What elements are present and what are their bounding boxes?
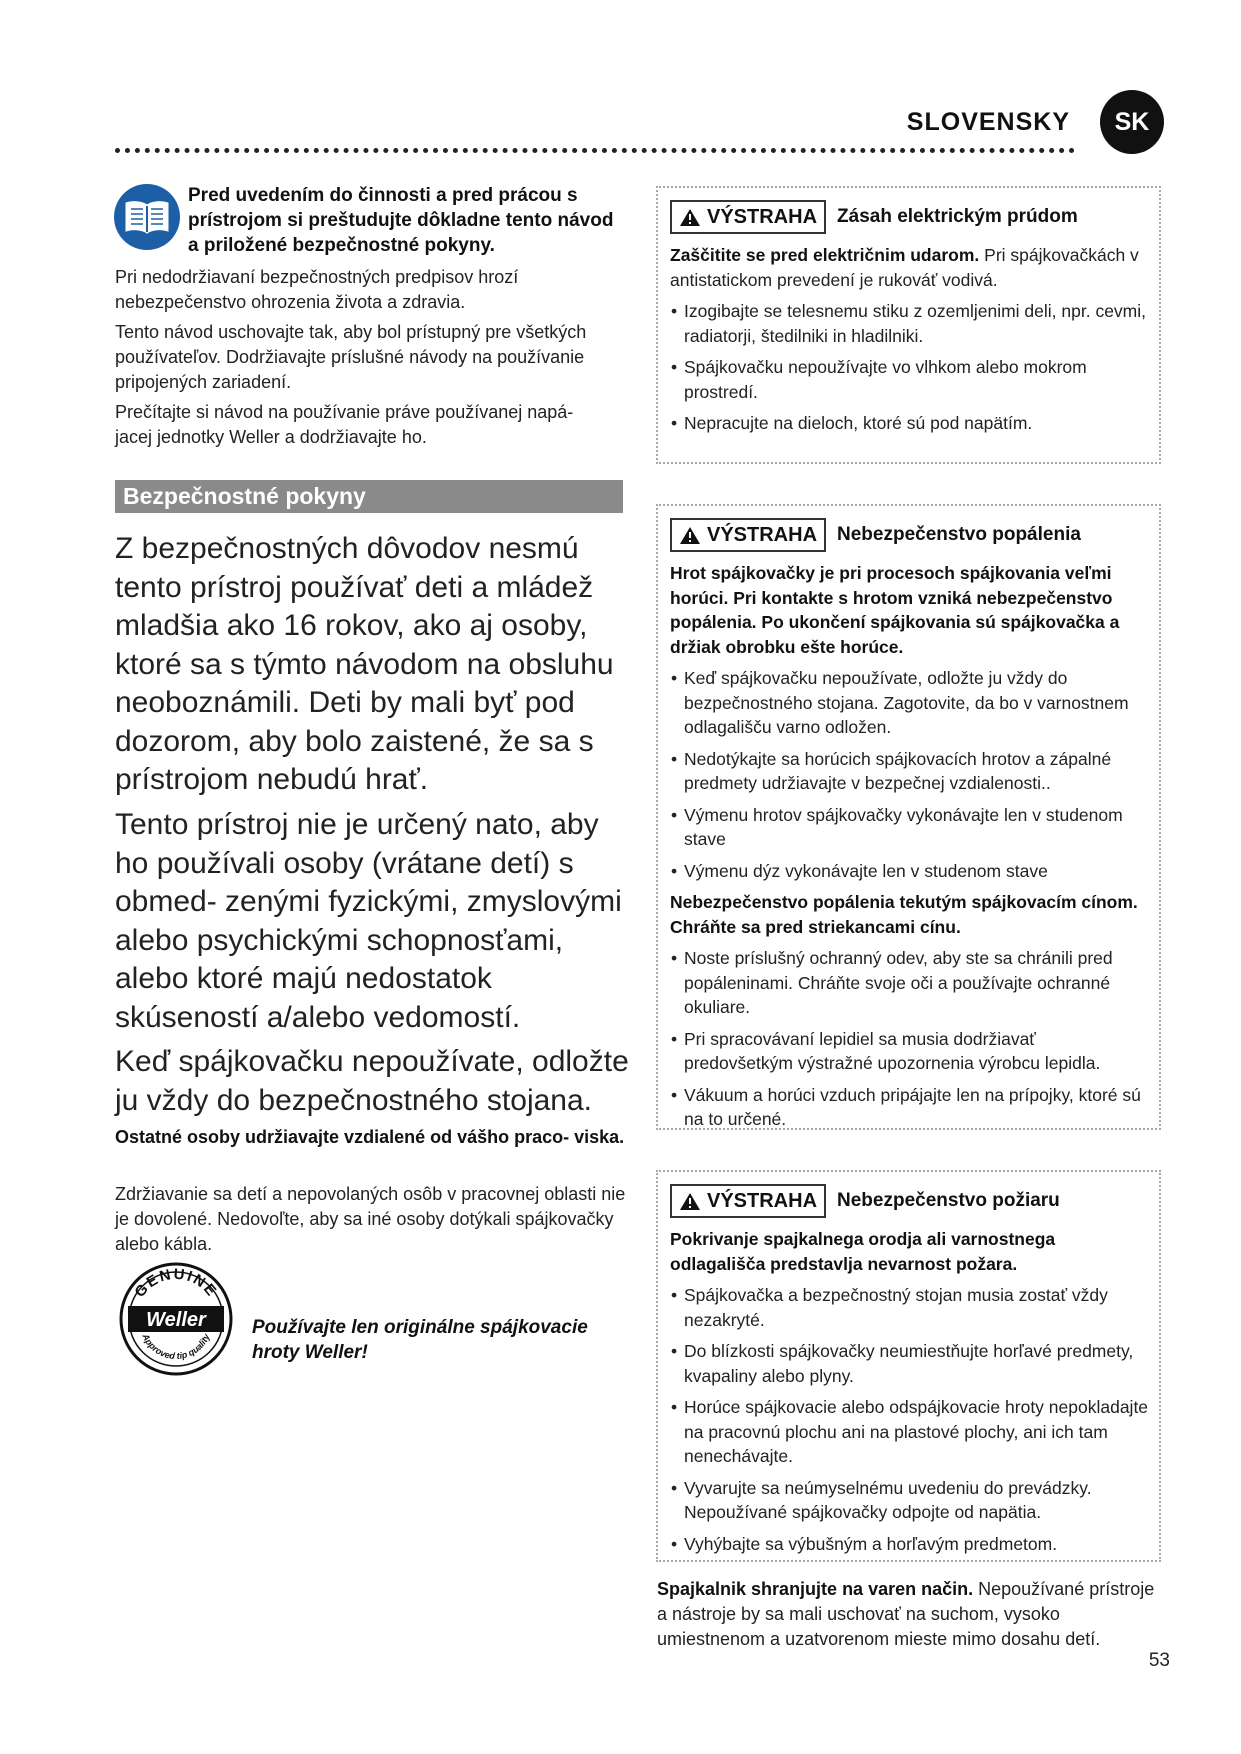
warning-tag (670, 518, 826, 552)
warning-list (670, 1283, 1149, 1556)
warning-triangle-icon (679, 208, 701, 227)
storage-bold: Spajkalnik shranjujte na varen način. (657, 1579, 974, 1599)
list-item: • Vyvarujte sa neúmyselnému uvedeniu do prevádzky. Nepoužívané spájkovačky odpojte od napätia. (670, 1476, 1149, 1525)
list-item: • Pri spracovávaní lepidiel sa musia dodržiavať predovšetkým výstražné upozornenia výrobcu lepidla. (670, 1027, 1149, 1076)
list-item: • Horúce spájkovacie alebo odspájkovacie hroty nepokladajte na pracovnú plochu ani na plastové plochy, ani ich tam nenechávajte. (670, 1395, 1149, 1469)
list-item: • Nepracujte na dieloch, ktoré sú pod napätím. (670, 411, 1149, 436)
warning-lead-bold: Hrot spájkovačky je pri procesoch spájkovania veľmi horúci. Pri kontakte s hrotom vzniká nebezpečenstvo popálenia. Po ukončení spájkovania sú spájkovačka a držiak obrobku ešte horúce. (670, 563, 1120, 657)
list-item: • Spájkovačka a bezpečnostný stojan musia zostať vždy nezakryté. (670, 1283, 1149, 1332)
warning-lead-text: Pri spájkovačkách v antistatickom prevedení je rukováť vodivá. (670, 245, 1139, 290)
safety-big-paragraph-2: Tento prístroj nie je určený nato, aby ho používali osoby (vrátane detí) s obmed- zenými fyzickými, zmyslovými alebo psychickými schopnosťami, alebo ktoré majú nedostatok skúseností a/alebo vedomostí. (115, 808, 622, 1034)
language-label: SLOVENSKY (906, 108, 1070, 136)
open-book-icon (114, 184, 180, 250)
warning-title: Zásah elektrickým prúdom (837, 206, 1078, 227)
list-item: • Noste príslušný ochranný odev, aby ste sa chránili pred popáleninami. Chráňte svoje oči a používajte ochranné okuliare. (670, 946, 1149, 1020)
warning-sub-bold: Nebezpečenstvo popálenia tekutým spájkovacím cínom. Chráňte sa pred striekancami cínu. (670, 892, 1138, 937)
safety-big-paragraph-3: Keď spájkovačku nepoužívate, odložte ju vždy do bezpečnostného stojana. (115, 1045, 629, 1117)
list-item: • Nedotýkajte sa horúcich spájkovacích hrotov a zápalné predmety udržiavajte v bezpečnej vzdialenosti.. (670, 747, 1149, 796)
language-badge: SK (1100, 90, 1164, 154)
warning-box-electric-shock (656, 186, 1161, 464)
warning-title: Nebezpečenstvo popálenia (837, 524, 1081, 545)
section-heading-bar: Bezpečnostné pokyny (115, 480, 623, 513)
safety-bold-note: Ostatné osoby udržiavajte vzdialené od vášho praco- viska. (115, 1127, 625, 1147)
weller-original-tips-text: Používajte len originálne spájkovacie hroty Weller! (252, 1317, 588, 1363)
warning-tag-label: VÝSTRAHA (707, 1189, 818, 1212)
warning-tag (670, 200, 826, 234)
warning-triangle-icon (679, 1192, 701, 1211)
seal-brand-text: Weller (146, 1309, 206, 1331)
warning-tag-label: VÝSTRAHA (707, 205, 818, 228)
storage-paragraph (657, 1577, 1167, 1652)
list-item: • Vyhýbajte sa výbušným a horľavým predmetom. (670, 1532, 1149, 1557)
list-item: • Izogibajte se telesnemu stiku z ozemljenimi deli, npr. cevmi, radiatorji, štedilniki in hladilniki. (670, 299, 1149, 348)
intro-bold-text: Pred uvedením do činnosti a pred prácou s prístrojom si preštudujte dôkladne tento návod a priložené bezpečnostné pokyny. (188, 185, 614, 256)
page-number: 53 (1148, 1650, 1170, 1671)
list-item: • Do blízkosti spájkovačky neumiestňujte horľavé predmety, kvapaliny alebo plyny. (670, 1339, 1149, 1388)
warning-triangle-icon (679, 526, 701, 545)
list-item: • Keď spájkovačku nepoužívate, odložte ju vždy do bezpečnostného stojana. Zagotovite, da bo v varnostnem odlagališču varno odložen. (670, 666, 1149, 740)
weller-genuine-seal-icon (118, 1261, 234, 1377)
list-item: • Výmenu dýz vykonávajte len v studenom stave (670, 859, 1149, 884)
warning-tag-label: VÝSTRAHA (707, 523, 818, 546)
seal-top-text: GENUINE (131, 1265, 221, 1301)
header-dotted-rule (115, 148, 1075, 153)
list-item: • Vákuum a horúci vzduch pripájajte len na prípojky, ktoré sú na to určené. (670, 1083, 1149, 1132)
intro-paragraph-1: Pri nedodržiavaní bezpečnostných predpisov hrozí nebezpečenstvo ohrozenia života a zdravia. (115, 267, 519, 312)
warning-list (670, 666, 1149, 883)
warning-title: Nebezpečenstvo požiaru (837, 1190, 1060, 1211)
seal-bottom-text: Approved tip quality (140, 1332, 212, 1362)
warning-lead-bold: Zaščitite se pred električnim udarom. (670, 245, 980, 265)
warning-list (670, 299, 1149, 436)
safety-big-paragraph-1: Z bezpečnostných dôvodov nesmú tento prístroj používať deti a mládež mladšia ako 16 rokov, ako aj osoby, ktoré sa s týmto návodom na obsluhu neoboznámili. Deti by mali byť pod dozorom, aby bolo zaistené, že sa s prístrojom nebudú hrať. (115, 532, 614, 796)
warning-tag (670, 1184, 826, 1218)
warning-box-burn-hazard (656, 504, 1161, 1130)
warning-lead-bold: Pokrivanje spajkalnega orodja ali varnostnega odlagališča predstavlja nevarnost požara. (670, 1229, 1056, 1274)
list-item: • Spájkovačku nepoužívajte vo vlhkom alebo mokrom prostredí. (670, 355, 1149, 404)
list-item: • Výmenu hrotov spájkovačky vykonávajte len v studenom stave (670, 803, 1149, 852)
warning-box-fire-hazard (656, 1170, 1161, 1562)
safety-note: Zdržiavanie sa detí a nepovolaných osôb v pracovnej oblasti nie je dovolené. Nedovoľte, aby sa iné osoby dotýkali spájkovačky alebo kábla. (115, 1184, 626, 1254)
warning-sub-list (670, 946, 1149, 1132)
intro-paragraph-3: Prečítajte si návod na používanie práve používanej napá- jacej jednotky Weller a dodržiavajte ho. (115, 402, 574, 447)
intro-paragraph-2: Tento návod uschovajte tak, aby bol prístupný pre všetkých používateľov. Dodržiavajte príslušné návody na používanie pripojených zariadení. (115, 322, 587, 392)
storage-text: Nepoužívané prístroje a nástroje by sa mali uschovať na suchom, vysoko umiestnenom a uzatvorenom mieste mimo dosahu detí. (657, 1579, 1155, 1649)
